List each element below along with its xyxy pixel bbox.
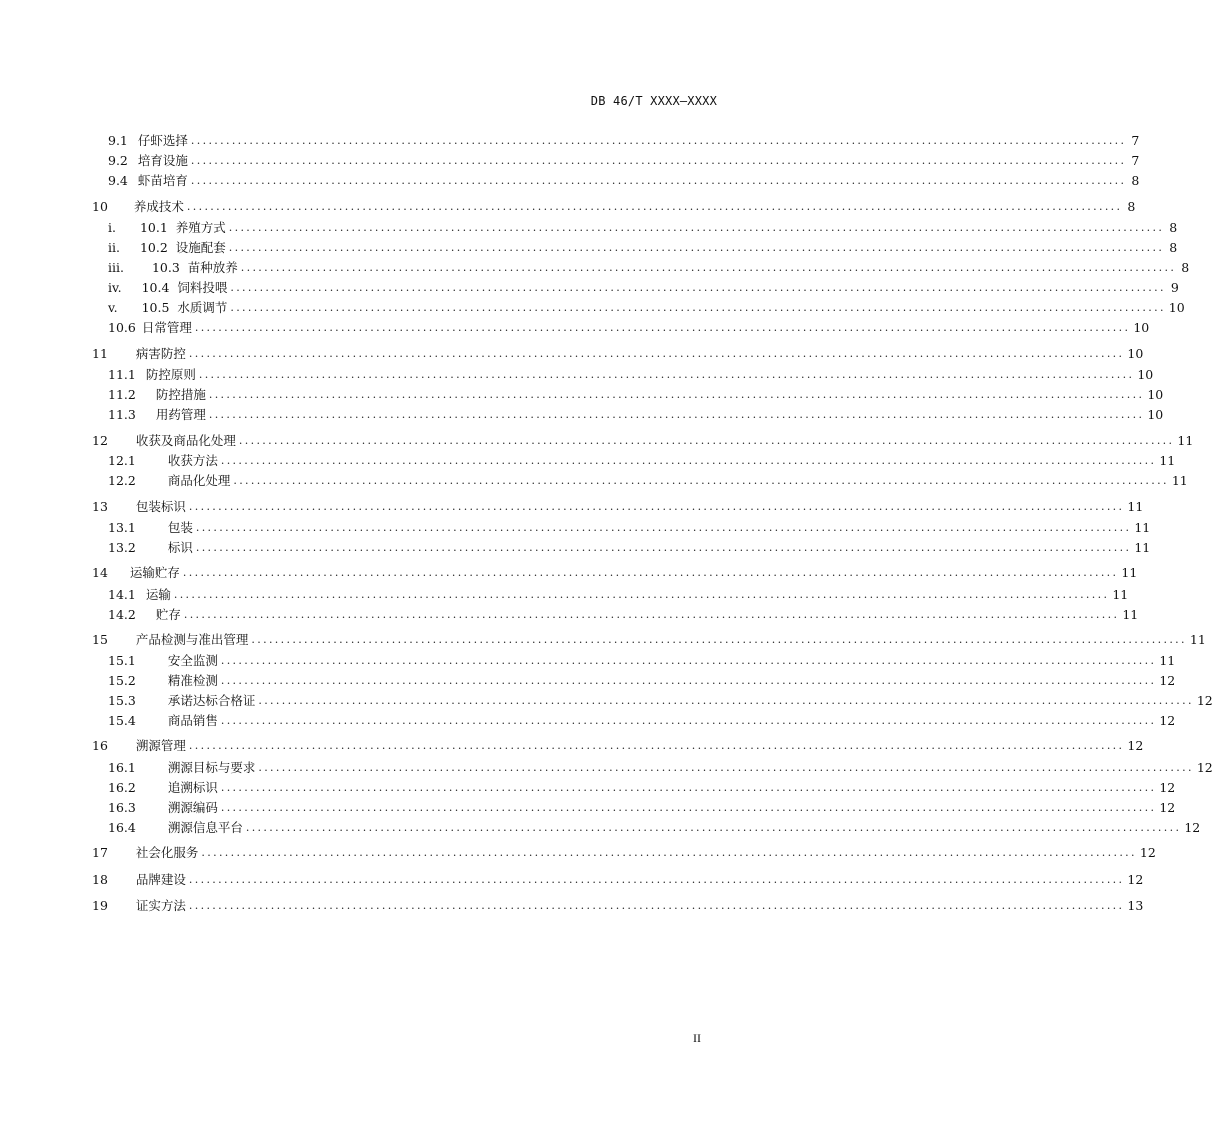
toc-entry-number: iii. xyxy=(108,260,124,275)
toc-entry[interactable] xyxy=(92,258,1190,276)
toc-entry-page: 8 xyxy=(1131,173,1140,188)
toc-entry-number: v. xyxy=(108,300,118,315)
toc-entry[interactable] xyxy=(92,385,1164,403)
toc-entry[interactable] xyxy=(92,451,1176,469)
toc-entry[interactable] xyxy=(92,758,1213,776)
toc-entry[interactable] xyxy=(92,736,1144,754)
toc-leader-dots: ................................................................................................................................................................ xyxy=(190,154,1127,167)
toc-entry-page: 10 xyxy=(1137,367,1154,382)
toc-entry[interactable] xyxy=(92,238,1178,256)
toc-entry[interactable] xyxy=(92,605,1139,623)
toc-entry-page: 11 xyxy=(1171,473,1188,488)
toc-entry-title: 产品检测与准出管理 xyxy=(135,632,249,647)
toc-entry[interactable] xyxy=(92,197,1136,215)
toc-entry-title: 社会化服务 xyxy=(135,845,199,860)
toc-entry-number: 10 xyxy=(92,199,108,214)
toc-entry-number: 15 xyxy=(92,632,108,647)
toc-entry-page: 8 xyxy=(1169,220,1178,235)
toc-entry-title: 10.4 饲料投喂 xyxy=(141,280,228,295)
toc-entry[interactable] xyxy=(92,318,1150,336)
toc-entry-number: 10.6 xyxy=(108,320,136,335)
toc-entry-page: 11 xyxy=(1134,540,1151,555)
toc-entry[interactable] xyxy=(92,870,1144,888)
toc-leader-dots: ................................................................................................................................................................ xyxy=(190,174,1127,187)
toc-entry-number: 16.3 xyxy=(108,800,136,815)
toc-entry-title: 虾苗培育 xyxy=(137,173,188,188)
toc-entry-title: 品牌建设 xyxy=(135,872,186,887)
toc-entry[interactable] xyxy=(92,151,1140,169)
toc-entry-number: 16.2 xyxy=(108,780,136,795)
toc-entry-title: 收获及商品化处理 xyxy=(135,433,236,448)
toc-entry-page: 12 xyxy=(1127,738,1144,753)
toc-leader-dots: ................................................................................................................................................................ xyxy=(182,566,1119,579)
toc-entry-page: 8 xyxy=(1127,199,1136,214)
toc-entry-page: 10 xyxy=(1127,346,1144,361)
toc-entry-number: 9.1 xyxy=(108,133,128,148)
toc-leader-dots: ................................................................................................................................................................ xyxy=(238,434,1175,447)
toc-entry-title: 防控措施 xyxy=(155,387,206,402)
table-of-contents xyxy=(92,0,1213,1122)
toc-entry-number: 11.2 xyxy=(108,387,136,402)
toc-entry-title: 10.5 水质调节 xyxy=(141,300,228,315)
toc-leader-dots: ................................................................................................................................................................ xyxy=(198,368,1135,381)
toc-entry-title: 溯源信息平台 xyxy=(167,820,243,835)
toc-entry-number: 13 xyxy=(92,499,108,514)
toc-entry[interactable] xyxy=(92,471,1188,489)
toc-entry[interactable] xyxy=(92,344,1144,362)
toc-entry-title: 养成技术 xyxy=(133,199,184,214)
toc-entry-page: 12 xyxy=(1184,820,1201,835)
toc-entry[interactable] xyxy=(92,298,1185,316)
toc-leader-dots: ................................................................................................................................................................ xyxy=(228,241,1165,254)
toc-entry-number: 13.1 xyxy=(108,520,136,535)
toc-leader-dots: ................................................................................................................................................................ xyxy=(188,500,1125,513)
toc-leader-dots: ................................................................................................................................................................ xyxy=(233,474,1169,487)
toc-entry[interactable] xyxy=(92,630,1206,648)
toc-entry-page: 13 xyxy=(1127,898,1144,913)
toc-leader-dots: ................................................................................................................................................................ xyxy=(230,301,1166,314)
toc-entry-number: 12.2 xyxy=(108,473,136,488)
toc-leader-dots: ................................................................................................................................................................ xyxy=(188,899,1125,912)
toc-entry-page: 12 xyxy=(1159,800,1176,815)
toc-entry-number: 15.4 xyxy=(108,713,136,728)
toc-leader-dots: ................................................................................................................................................................ xyxy=(220,654,1157,667)
toc-entry[interactable] xyxy=(92,171,1140,189)
toc-leader-dots: ................................................................................................................................................................ xyxy=(220,454,1157,467)
toc-entry-number: 11.3 xyxy=(108,407,136,422)
toc-leader-dots: ................................................................................................................................................................ xyxy=(186,200,1123,213)
toc-entry-number: 15.1 xyxy=(108,653,136,668)
toc-entry-page: 11 xyxy=(1159,653,1176,668)
toc-leader-dots: ................................................................................................................................................................ xyxy=(195,541,1132,554)
toc-entry[interactable] xyxy=(92,405,1164,423)
toc-entry[interactable] xyxy=(92,778,1176,796)
toc-entry-page: 10 xyxy=(1133,320,1150,335)
toc-entry-number: 16.4 xyxy=(108,820,136,835)
toc-entry-page: 7 xyxy=(1131,133,1140,148)
toc-entry[interactable] xyxy=(92,518,1151,536)
toc-leader-dots: ................................................................................................................................................................ xyxy=(220,781,1157,794)
toc-entry-number: 14.2 xyxy=(108,607,136,622)
toc-entry-page: 10 xyxy=(1147,407,1164,422)
toc-entry-number: 12 xyxy=(92,433,108,448)
toc-entry-title: 日常管理 xyxy=(141,320,192,335)
toc-entry-page: 7 xyxy=(1131,153,1140,168)
toc-leader-dots: ................................................................................................................................................................ xyxy=(208,388,1145,401)
toc-entry-title: 用药管理 xyxy=(155,407,206,422)
toc-entry-page: 11 xyxy=(1177,433,1194,448)
toc-leader-dots: ................................................................................................................................................................ xyxy=(188,739,1125,752)
toc-entry-title: 承诺达标合格证 xyxy=(167,693,256,708)
toc-entry-title: 溯源编码 xyxy=(167,800,218,815)
toc-entry-page: 10 xyxy=(1147,387,1164,402)
toc-entry-title: 追溯标识 xyxy=(167,780,218,795)
toc-entry[interactable] xyxy=(92,563,1138,581)
toc-entry[interactable] xyxy=(92,651,1176,669)
toc-entry-page: 8 xyxy=(1169,240,1178,255)
toc-entry-title: 收获方法 xyxy=(167,453,218,468)
toc-entry[interactable] xyxy=(92,365,1154,383)
toc-entry[interactable] xyxy=(92,278,1179,296)
toc-leader-dots: ................................................................................................................................................................ xyxy=(208,408,1145,421)
toc-entry-title: 包装 xyxy=(167,520,193,535)
toc-entry-title: 溯源管理 xyxy=(135,738,186,753)
toc-entry[interactable] xyxy=(92,497,1144,515)
toc-leader-dots: ................................................................................................................................................................ xyxy=(183,608,1120,621)
toc-entry-number: 18 xyxy=(92,872,108,887)
toc-entry-number: 14 xyxy=(92,565,108,580)
toc-entry-title: 10.2 设施配套 xyxy=(139,240,226,255)
toc-entry-page: 12 xyxy=(1159,780,1176,795)
toc-entry[interactable] xyxy=(92,431,1194,449)
toc-entry-title: 仔虾选择 xyxy=(137,133,188,148)
toc-entry-title: 商品销售 xyxy=(167,713,218,728)
toc-entry-title: 培育设施 xyxy=(137,153,188,168)
toc-leader-dots: ................................................................................................................................................................ xyxy=(228,221,1165,234)
toc-entry-number: 12.1 xyxy=(108,453,136,468)
toc-entry-page: 11 xyxy=(1189,632,1206,647)
toc-entry-page: 12 xyxy=(1196,693,1213,708)
toc-leader-dots: ................................................................................................................................................................ xyxy=(245,821,1182,834)
toc-entry-number: ii. xyxy=(108,240,120,255)
toc-leader-dots: ................................................................................................................................................................ xyxy=(240,261,1177,274)
document-code: DB 46/T XXXX—XXXX xyxy=(590,94,717,108)
toc-entry-page: 10 xyxy=(1168,300,1185,315)
toc-entry-page: 11 xyxy=(1121,565,1138,580)
toc-entry-number: 17 xyxy=(92,845,108,860)
toc-entry-page: 8 xyxy=(1181,260,1190,275)
toc-entry-page: 11 xyxy=(1134,520,1151,535)
toc-entry-page: 12 xyxy=(1196,760,1213,775)
toc-entry-title: 10.3 苗种放养 xyxy=(151,260,238,275)
toc-entry-title: 运输贮存 xyxy=(129,565,180,580)
toc-leader-dots: ................................................................................................................................................................ xyxy=(201,846,1137,859)
toc-leader-dots: ................................................................................................................................................................ xyxy=(195,521,1132,534)
toc-entry-number: 15.2 xyxy=(108,673,136,688)
toc-entry[interactable] xyxy=(92,896,1144,914)
toc-entry-number: 16 xyxy=(92,738,108,753)
toc-leader-dots: ................................................................................................................................................................ xyxy=(194,321,1131,334)
toc-entry-title: 包装标识 xyxy=(135,499,186,514)
toc-entry[interactable] xyxy=(92,691,1213,709)
toc-leader-dots: ................................................................................................................................................................ xyxy=(220,714,1157,727)
toc-leader-dots: ................................................................................................................................................................ xyxy=(251,633,1187,646)
toc-entry-title: 商品化处理 xyxy=(167,473,231,488)
toc-leader-dots: ................................................................................................................................................................ xyxy=(190,134,1127,147)
toc-entry-page: 12 xyxy=(1127,872,1144,887)
toc-leader-dots: ................................................................................................................................................................ xyxy=(258,761,1194,774)
toc-entry-number: 9.4 xyxy=(108,173,128,188)
toc-leader-dots: ................................................................................................................................................................ xyxy=(188,873,1125,886)
toc-entry-title: 溯源目标与要求 xyxy=(167,760,256,775)
toc-entry-page: 9 xyxy=(1170,280,1179,295)
toc-leader-dots: ................................................................................................................................................................ xyxy=(258,694,1194,707)
toc-entry-number: 9.2 xyxy=(108,153,128,168)
toc-entry[interactable] xyxy=(92,585,1129,603)
toc-leader-dots: ................................................................................................................................................................ xyxy=(220,674,1157,687)
toc-entry-title: 贮存 xyxy=(155,607,181,622)
toc-entry-number: 11 xyxy=(92,346,108,361)
toc-entry-title: 精准检测 xyxy=(167,673,218,688)
toc-entry[interactable] xyxy=(92,671,1176,689)
toc-entry-page: 12 xyxy=(1139,845,1156,860)
toc-entry-number: iv. xyxy=(108,280,122,295)
toc-entry-number: 13.2 xyxy=(108,540,136,555)
toc-leader-dots: ................................................................................................................................................................ xyxy=(220,801,1157,814)
toc-entry[interactable] xyxy=(92,843,1156,861)
toc-entry-page: 12 xyxy=(1159,713,1176,728)
toc-entry-page: 11 xyxy=(1112,587,1129,602)
toc-leader-dots: ................................................................................................................................................................ xyxy=(188,347,1125,360)
toc-entry-title: 10.1 养殖方式 xyxy=(139,220,226,235)
toc-entry[interactable] xyxy=(92,218,1178,236)
toc-entry[interactable] xyxy=(92,711,1176,729)
toc-entry-number: i. xyxy=(108,220,116,235)
page-number: II xyxy=(693,1031,701,1045)
toc-entry-title: 病害防控 xyxy=(135,346,186,361)
toc-entry[interactable] xyxy=(92,798,1176,816)
toc-entry[interactable] xyxy=(92,538,1151,556)
toc-entry-title: 标识 xyxy=(167,540,193,555)
toc-entry-title: 安全监测 xyxy=(167,653,218,668)
toc-entry-number: 15.3 xyxy=(108,693,136,708)
toc-entry-page: 11 xyxy=(1159,453,1176,468)
toc-entry-title: 运输 xyxy=(145,587,171,602)
toc-entry-number: 11.1 xyxy=(108,367,136,382)
toc-leader-dots: ................................................................................................................................................................ xyxy=(173,588,1110,601)
toc-entry-page: 11 xyxy=(1122,607,1139,622)
toc-entry[interactable] xyxy=(92,131,1140,149)
toc-entry[interactable] xyxy=(92,818,1201,836)
toc-entry-title: 防控原则 xyxy=(145,367,196,382)
toc-entry-title: 证实方法 xyxy=(135,898,186,913)
toc-leader-dots: ................................................................................................................................................................ xyxy=(230,281,1166,294)
toc-entry-number: 14.1 xyxy=(108,587,136,602)
toc-entry-page: 12 xyxy=(1159,673,1176,688)
toc-entry-number: 19 xyxy=(92,898,108,913)
toc-entry-number: 16.1 xyxy=(108,760,136,775)
toc-entry-page: 11 xyxy=(1127,499,1144,514)
